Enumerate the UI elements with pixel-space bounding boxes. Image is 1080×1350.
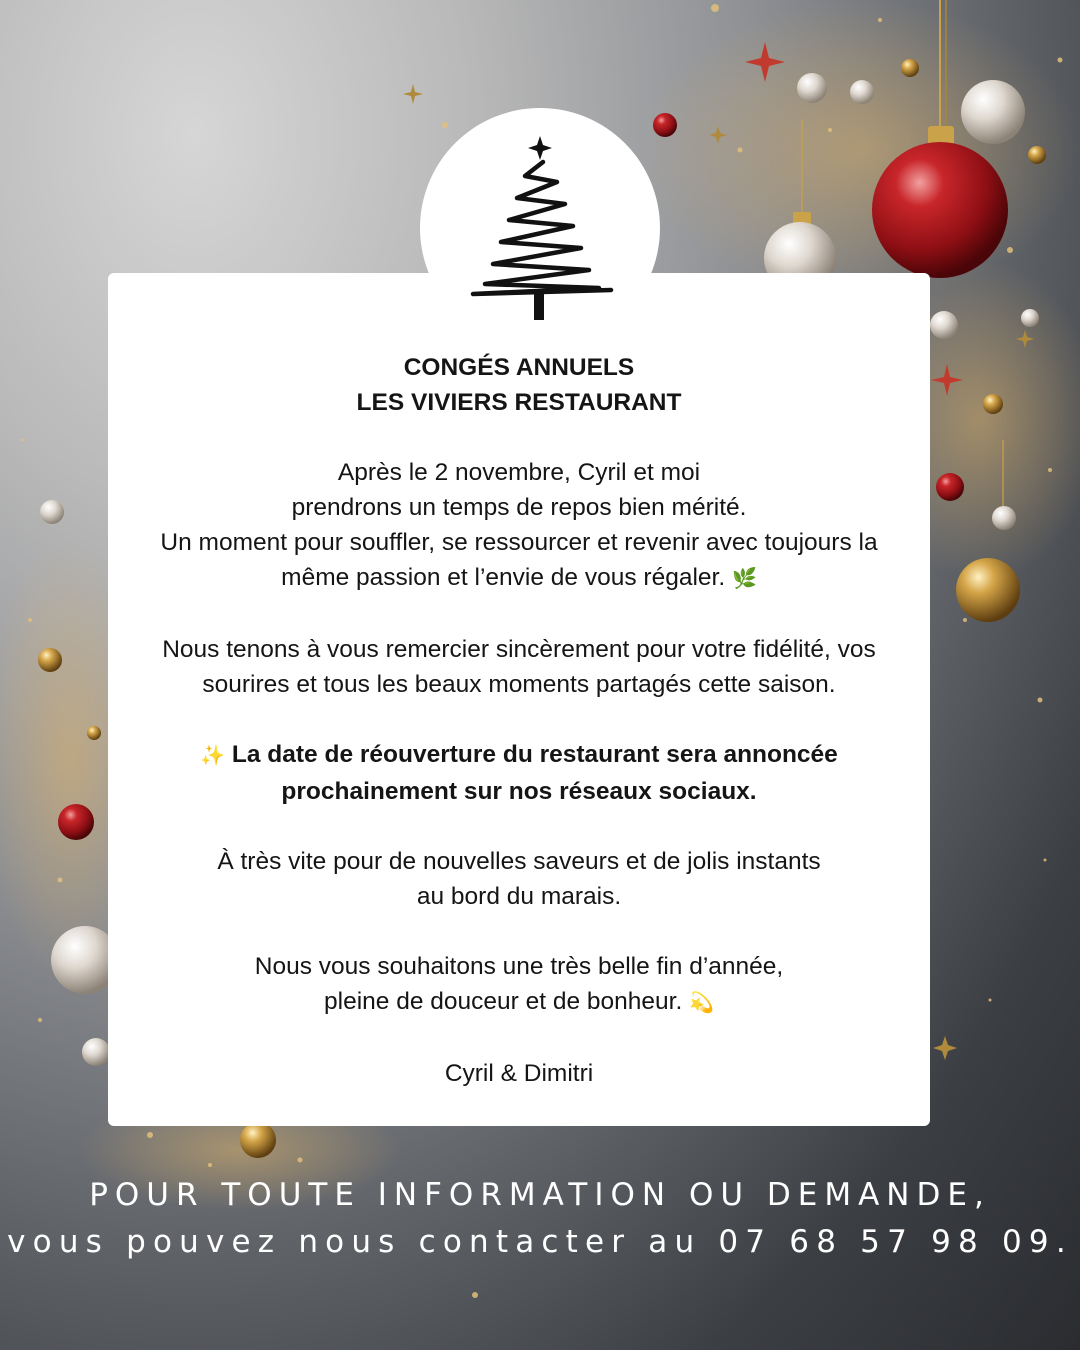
p3-line-1: La date de réouverture du restaurant sera annoncée [231,741,838,768]
title-line-1: CONGÉS ANNUELS [403,354,635,381]
p5-line-2: pleine de douceur et de bonheur. [324,988,683,1015]
paragraph-thanks [108,632,930,702]
herb-icon: 🌿 [731,568,757,590]
p2-line-1: Nous tenons à vous remercier sincèrement pour votre fidélité, vos [162,636,876,663]
contact-footer [0,1172,1080,1266]
notice-content [108,350,930,1126]
dizzy-star-icon: 💫 [689,992,714,1014]
paragraph-reopening [108,737,930,809]
sparkles-icon: ✨ [200,745,226,767]
christmas-tree-icon [465,132,615,322]
p2-line-2: sourires et tous les beaux moments partagés cette saison. [202,671,836,698]
paragraph-see-you [108,844,930,914]
footer-phone-line: vous pouvez nous contacter au 07 68 57 98 09. [7,1224,1073,1260]
paragraph-wishes [108,949,930,1021]
p1-line-4: même passion et l’envie de vous régaler. [281,564,726,591]
p4-line-2: au bord du marais. [416,883,622,910]
p5-line-1: Nous vous souhaitons une très belle fin d’année, [254,953,784,980]
paragraph-rest [108,455,930,597]
p4-line-1: À très vite pour de nouvelles saveurs et de jolis instants [217,848,821,875]
title-line-2: LES VIVIERS RESTAURANT [356,389,682,416]
p1-line-3: Un moment pour souffler, se ressourcer et revenir avec toujours la [160,529,878,556]
p1-line-4-wrap [108,560,930,597]
footer-line-1: POUR TOUTE INFORMATION OU DEMANDE, [89,1177,991,1213]
p1-line-1: Après le 2 novembre, Cyril et moi [337,459,701,486]
p5-line-2-wrap [108,984,930,1021]
p3-line-2: prochainement sur nos réseaux sociaux. [281,778,757,805]
p3-line-1-wrap [108,737,930,774]
notice-title [108,350,930,420]
p1-line-2: prendrons un temps de repos bien mérité. [291,494,747,521]
signature: Cyril & Dimitri [444,1060,594,1087]
